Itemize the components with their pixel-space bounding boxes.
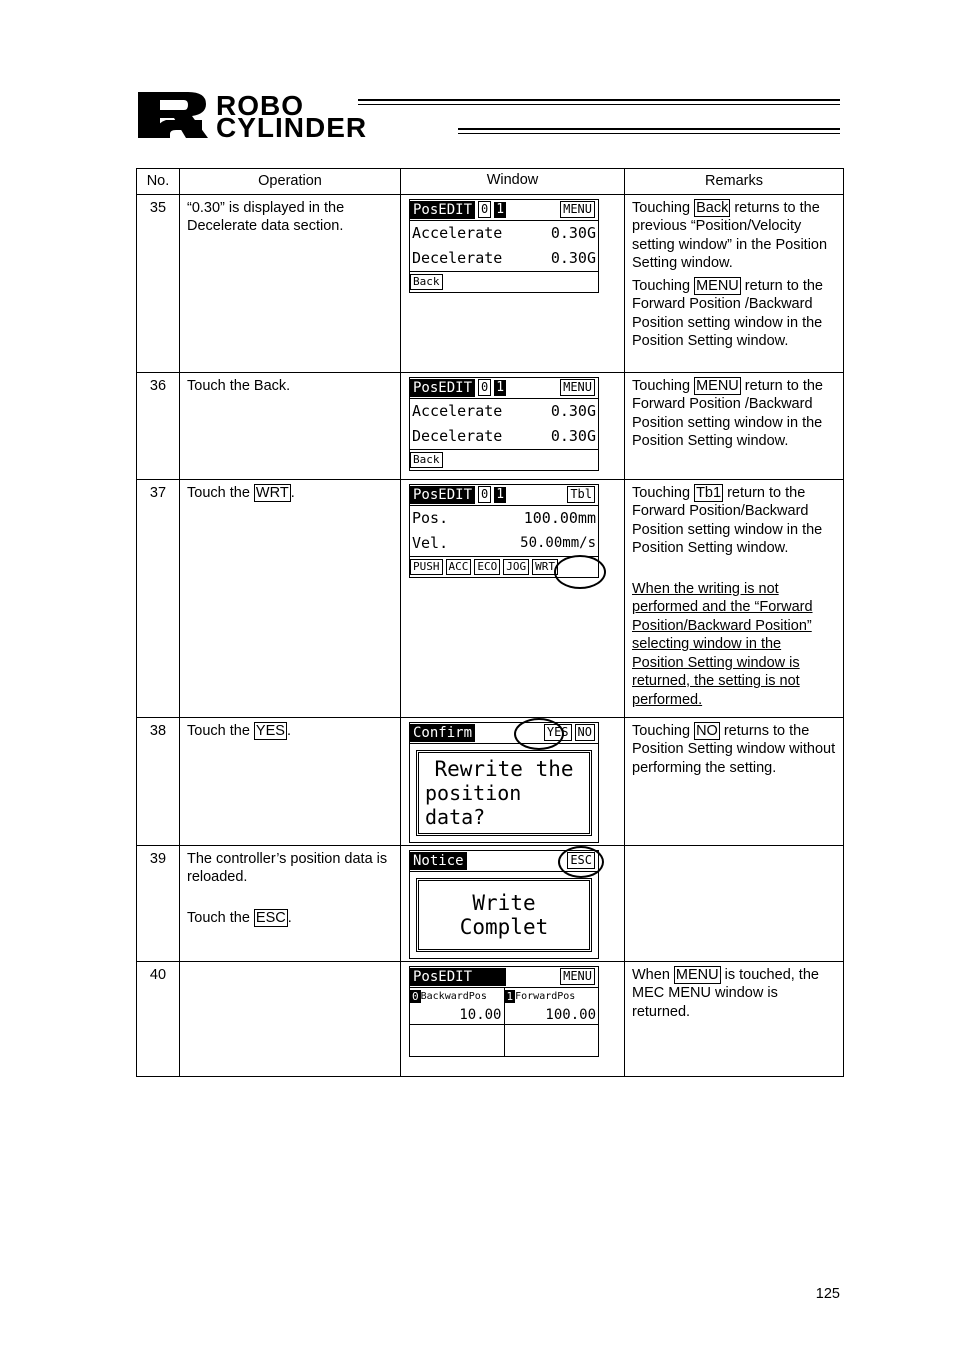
lcd-back-button[interactable]: Back — [410, 274, 443, 290]
remark-paragraph: Touching Tb1 return to the Forward Position/Backward Position setting window in the Position Setting window. — [632, 484, 823, 556]
header-rule-bottom-1 — [458, 128, 840, 130]
lcd-backward-label: BackwardPos — [420, 990, 487, 1002]
table-row — [137, 372, 844, 479]
lcd-axis-0: 0 — [478, 486, 491, 503]
lcd-row — [410, 221, 598, 246]
lcd-row — [410, 531, 598, 556]
row-operation: Touch the YES . — [180, 717, 401, 845]
lcd-backward-index: 0 — [412, 990, 419, 1004]
row-operation — [180, 961, 401, 1076]
row-remarks — [625, 479, 844, 717]
table-row — [137, 194, 844, 372]
lcd-message-line: Rewrite the — [434, 756, 574, 781]
header-rule-top-1 — [358, 99, 840, 101]
row-operation: Touch the WRT . — [180, 479, 401, 717]
lcd-message-box — [416, 750, 592, 836]
lcd-wrt-button[interactable]: WRT — [532, 559, 558, 575]
lcd-message-box — [416, 878, 592, 952]
row-remarks — [625, 717, 844, 845]
lcd-screen — [409, 484, 599, 578]
lcd-button-row — [410, 449, 598, 470]
lcd-forward-label: ForwardPos — [515, 990, 576, 1002]
lcd-axis-1: 1 — [496, 486, 505, 502]
lcd-title-bar — [410, 967, 598, 988]
remark-paragraph: Touching MENU return to the Forward Position /Backward Position setting window in the Position Setting window. — [632, 277, 823, 349]
row-operation — [180, 845, 401, 961]
row-number: 39 — [137, 845, 180, 961]
lcd-row — [410, 506, 598, 531]
lcd-title: Confirm — [410, 724, 475, 742]
lcd-title: PosEDIT — [410, 486, 475, 504]
header-rule-top-2 — [358, 104, 840, 105]
operation-key-box: YES — [255, 722, 285, 739]
row-number: 37 — [137, 479, 180, 717]
highlight-circle-icon — [558, 846, 604, 878]
highlight-circle-icon — [514, 718, 564, 750]
lcd-title: PosEDIT — [410, 201, 475, 219]
operation-key-box: ESC — [255, 909, 286, 926]
remark-key-box: MENU — [696, 377, 739, 394]
remark-paragraph: Touching NO returns to the Position Setting window without performing the setting. — [632, 722, 836, 776]
table-header-row — [137, 169, 844, 195]
lcd-axis-1: 1 — [496, 379, 505, 395]
lcd-title: PosEDIT — [410, 379, 475, 397]
row-window — [401, 479, 625, 717]
lcd-row — [410, 246, 598, 271]
header-remarks: Remarks — [625, 169, 844, 195]
lcd-yes-button[interactable]: YES — [544, 724, 572, 741]
lcd-label: Vel. — [412, 533, 449, 552]
remark-key-box: MENU — [696, 277, 739, 294]
lcd-value: 0.30G — [550, 401, 596, 420]
lcd-acc-button[interactable]: ACC — [446, 559, 472, 575]
remark-paragraph: Touching Back returns to the previous “Position/Velocity setting window” in the Position Setting window. — [632, 199, 828, 271]
remark-note: When the writing is not performed and the “Forward Position/Backward Position” selecting window in the Position Setting window is returned, the setting is not performed. — [632, 580, 813, 708]
lcd-title-bar — [410, 485, 598, 506]
remark-key-box: NO — [696, 722, 718, 739]
rc-logo-icon — [136, 90, 212, 140]
remark-key-box: Tb1 — [696, 484, 722, 501]
page-number: 125 — [815, 1286, 840, 1302]
logo-text-robo: ROBO — [216, 90, 304, 121]
row-number: 40 — [137, 961, 180, 1076]
row-number: 38 — [137, 717, 180, 845]
table-row — [137, 717, 844, 845]
row-remarks — [625, 194, 844, 372]
row-window — [401, 372, 625, 479]
header-rule-bottom-2 — [458, 133, 840, 134]
row-window — [401, 845, 625, 961]
remark-paragraph: When MENU is touched, the MEC MENU window is returned. — [632, 966, 819, 1020]
lcd-menu-button[interactable]: MENU — [560, 379, 595, 396]
lcd-title-bar — [410, 723, 598, 744]
lcd-title: Notice — [410, 852, 467, 870]
header-window: Window — [401, 169, 625, 195]
lcd-value: 0.30G — [550, 223, 596, 242]
lcd-back-button[interactable]: Back — [410, 452, 443, 468]
lcd-table-button[interactable]: Tbl — [567, 486, 595, 503]
lcd-position-split — [410, 988, 598, 1056]
lcd-eco-button[interactable]: ECO — [474, 559, 500, 575]
lcd-message-line: Write Complet — [459, 890, 549, 939]
operation-table — [136, 168, 844, 1077]
lcd-axis-0: 0 — [478, 201, 491, 218]
lcd-value: 0.30G — [550, 248, 596, 267]
row-remarks — [625, 961, 844, 1076]
lcd-button-row — [410, 271, 598, 292]
lcd-title-bar — [410, 200, 598, 221]
lcd-no-button[interactable]: NO — [575, 724, 595, 741]
lcd-screen — [409, 850, 599, 959]
lcd-esc-button[interactable]: ESC — [567, 852, 595, 869]
operation-key-box: WRT — [255, 484, 289, 501]
row-remarks — [625, 845, 844, 961]
lcd-backward-cell[interactable] — [410, 988, 505, 1056]
lcd-screen — [409, 377, 599, 471]
table-row — [137, 479, 844, 717]
lcd-label: Decelerate — [412, 426, 503, 445]
row-number: 36 — [137, 372, 180, 479]
highlight-circle-icon — [554, 555, 606, 589]
lcd-title: PosEDIT — [410, 968, 506, 986]
lcd-value: 100.00mm — [523, 508, 596, 527]
row-operation: “0.30” is displayed in the Decelerate data section. — [180, 194, 401, 372]
header-no: No. — [137, 169, 180, 195]
lcd-label: Decelerate — [412, 248, 503, 267]
lcd-backward-value: 10.00 — [410, 1006, 504, 1025]
header-operation: Operation — [180, 169, 401, 195]
table-row — [137, 845, 844, 961]
row-window — [401, 961, 625, 1076]
lcd-value: 50.00mm/s — [520, 534, 596, 551]
lcd-value: 0.30G — [550, 426, 596, 445]
row-operation: Touch the Back. — [180, 372, 401, 479]
operation-text: The controller’s position data is reloaded. — [187, 850, 388, 885]
row-window — [401, 194, 625, 372]
row-remarks — [625, 372, 844, 479]
remark-key-box: Back — [696, 199, 729, 216]
lcd-axis-1: 1 — [496, 201, 505, 217]
operation-text: Touch the ESC . — [187, 909, 292, 926]
lcd-menu-button[interactable]: MENU — [560, 968, 595, 985]
lcd-push-button[interactable]: PUSH — [410, 559, 443, 575]
lcd-row — [410, 399, 598, 424]
lcd-forward-index: 1 — [506, 990, 514, 1004]
lcd-row — [410, 424, 598, 449]
remark-paragraph: Touching MENU return to the Forward Position /Backward Position setting window in the Position Setting window. — [632, 377, 823, 449]
lcd-message-line: position data? — [425, 780, 522, 829]
remark-key-box: MENU — [675, 966, 719, 983]
lcd-menu-button[interactable]: MENU — [560, 201, 595, 218]
row-number: 35 — [137, 194, 180, 372]
row-window — [401, 717, 625, 845]
logo-text-cylinder: CYLINDER — [216, 112, 368, 143]
lcd-screen — [409, 722, 599, 843]
lcd-label: Pos. — [412, 508, 449, 527]
lcd-label: Accelerate — [412, 401, 503, 420]
lcd-screen — [409, 199, 599, 293]
lcd-title-bar — [410, 378, 598, 399]
lcd-forward-value: 100.00 — [505, 1006, 599, 1025]
table-row — [137, 961, 844, 1076]
lcd-axis-0: 0 — [478, 379, 491, 396]
lcd-forward-cell[interactable] — [505, 988, 599, 1056]
lcd-label: Accelerate — [412, 223, 503, 242]
header-logo — [136, 90, 840, 143]
lcd-screen — [409, 966, 599, 1057]
lcd-jog-button[interactable]: JOG — [503, 559, 529, 575]
